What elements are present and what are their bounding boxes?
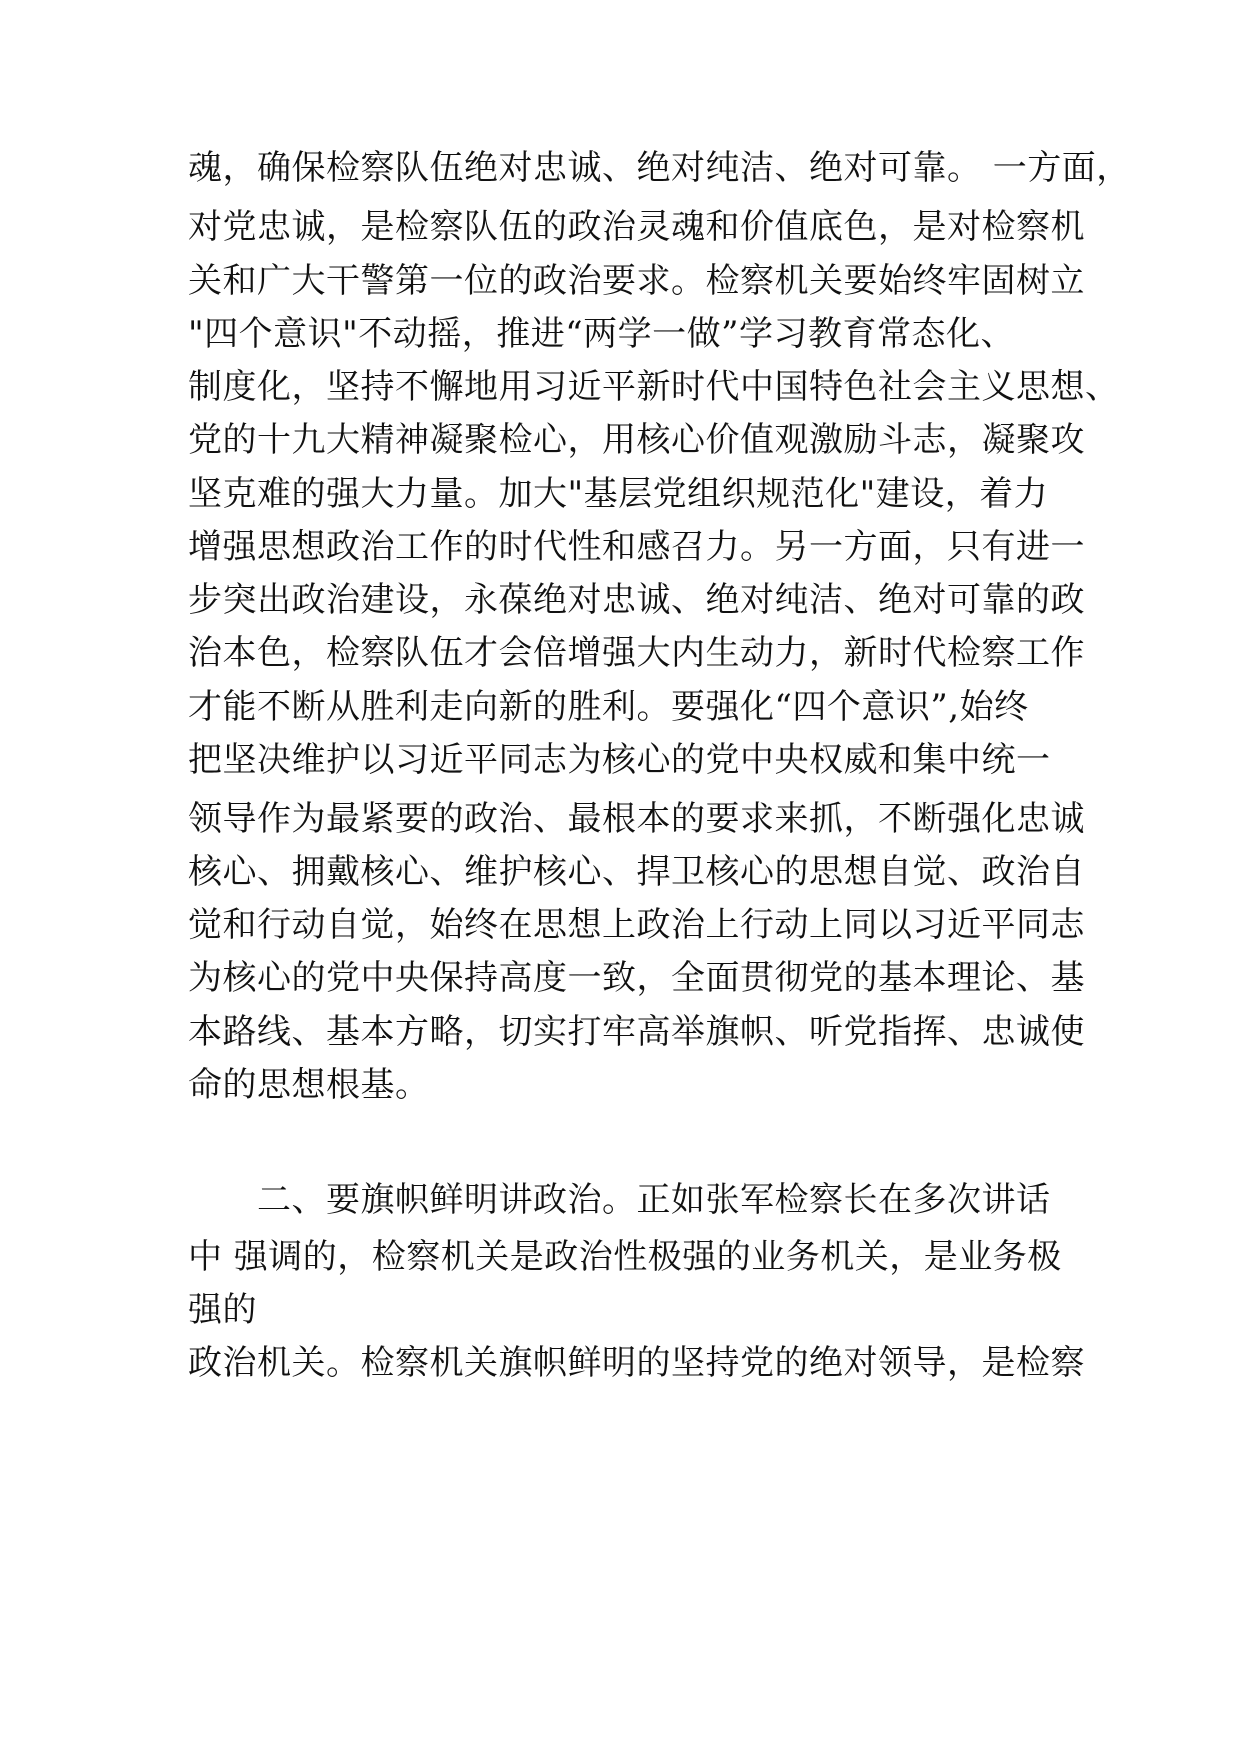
text-line: 领导作为最紧要的政治、最根本的要求来抓，不断强化忠诚 bbox=[188, 799, 1085, 839]
section-heading-line: 二、要旗帜鲜明讲政治。正如张军检察长在多次讲话 bbox=[188, 1180, 1051, 1220]
text-line: 强的 bbox=[188, 1290, 257, 1330]
text-line: 中 强调的，检察机关是政治性极强的业务机关，是业务极 bbox=[188, 1237, 1062, 1277]
text-line: 政治机关。检察机关旗帜鲜明的坚持党的绝对领导，是检察 bbox=[188, 1343, 1085, 1383]
text-line: 制度化，坚持不懈地用习近平新时代中国特色社会主义思想、 bbox=[188, 367, 1120, 407]
text-line: 关和广大干警第一位的政治要求。检察机关要始终牢固树立 bbox=[188, 261, 1085, 301]
text-line: 增强思想政治工作的时代性和感召力。另一方面，只有进一 bbox=[188, 527, 1085, 567]
text-line: 本路线、基本方略，切实打牢高举旗帜、听党指挥、忠诚使 bbox=[188, 1012, 1085, 1052]
text-line: 党的十九大精神凝聚检心，用核心价值观激励斗志，凝聚攻 bbox=[188, 420, 1085, 460]
text-line: 才能不断从胜利走向新的胜利。要强化“四个意识”,始终 bbox=[188, 687, 1029, 727]
text-line: 觉和行动自觉，始终在思想上政治上行动上同以习近平同志 bbox=[188, 905, 1085, 945]
text-line: 命的思想根基。 bbox=[188, 1065, 430, 1105]
text-line: 核心、拥戴核心、维护核心、捍卫核心的思想自觉、政治自 bbox=[188, 852, 1085, 892]
text-line: "四个意识"不动摇，推进“两学一做”学习教育常态化、 bbox=[188, 314, 1016, 354]
text-line: 治本色，检察队伍才会倍增强大内生动力，新时代检察工作 bbox=[188, 633, 1085, 673]
text-line: 为核心的党中央保持高度一致，全面贯彻党的基本理论、基 bbox=[188, 958, 1085, 998]
text-line: 把坚决维护以习近平同志为核心的党中央权威和集中统一 bbox=[188, 740, 1051, 780]
text-line: 步突出政治建设，永葆绝对忠诚、绝对纯洁、绝对可靠的政 bbox=[188, 580, 1085, 620]
text-line: 坚克难的强大力量。加大"基层党组织规范化"建设，着力 bbox=[188, 474, 1049, 514]
text-line: 魂，确保检察队伍绝对忠诚、绝对纯洁、绝对可靠。 一方面， bbox=[188, 148, 1131, 188]
text-line: 对党忠诚，是检察队伍的政治灵魂和价值底色，是对检察机 bbox=[188, 207, 1085, 247]
